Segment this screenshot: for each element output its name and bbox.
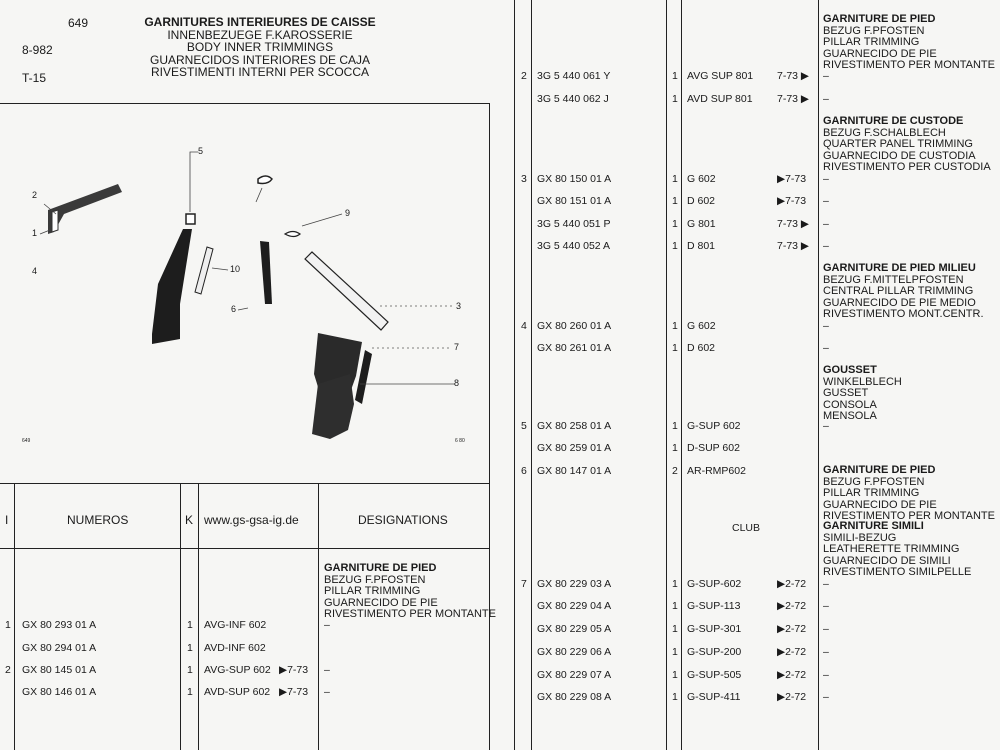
label-6: 6 bbox=[231, 304, 237, 314]
row-date: 7-73 ▶ bbox=[777, 93, 810, 105]
row-part-number: GX 80 259 01 A bbox=[537, 442, 612, 454]
row-date: ▶7-73 bbox=[279, 664, 309, 676]
right-border-1 bbox=[514, 0, 515, 750]
row-qty: 1 bbox=[672, 578, 678, 590]
page-number: 649 bbox=[68, 16, 89, 30]
header-title-fr: GARNITURES INTERIEURES DE CAISSE bbox=[144, 15, 376, 29]
row-date: ▶2-72 bbox=[777, 600, 807, 612]
row-model: D 602 bbox=[687, 195, 716, 207]
row-qty: 1 bbox=[187, 686, 193, 698]
col-divider-desig bbox=[318, 483, 319, 750]
desc-block-line: CONSOLA bbox=[823, 398, 877, 411]
part-5 bbox=[186, 214, 195, 224]
row-qty: 1 bbox=[187, 664, 193, 676]
row-part-number: GX 80 258 01 A bbox=[537, 420, 612, 432]
row-qty: 1 bbox=[672, 420, 678, 432]
table-header-bottom bbox=[0, 548, 490, 549]
right-col-item bbox=[531, 0, 532, 750]
row-qty: 1 bbox=[672, 600, 678, 612]
col-head-i: I bbox=[5, 513, 9, 527]
row-item-no: 5 bbox=[521, 420, 527, 432]
row-part-number: GX 80 260 01 A bbox=[537, 320, 612, 332]
part-2 bbox=[48, 184, 122, 234]
row-desc: – bbox=[823, 669, 829, 681]
desc-block-line: BEZUG F.MITTELPFOSTEN bbox=[823, 273, 964, 286]
row-part-number: GX 80 146 01 A bbox=[22, 686, 97, 698]
row-date: ▶2-72 bbox=[777, 578, 807, 590]
row-model: AVG SUP 801 bbox=[687, 70, 754, 82]
row-part-number: GX 80 261 01 A bbox=[537, 342, 612, 354]
diagram-svg bbox=[0, 104, 489, 482]
row-desc: – bbox=[823, 691, 829, 703]
header-title-it: RIVESTIMENTI INTERNI PER SCOCCA bbox=[150, 65, 370, 79]
row-qty: 1 bbox=[672, 342, 678, 354]
col-divider-k-left bbox=[180, 483, 181, 750]
left-desc-line: PILLAR TRIMMING bbox=[324, 585, 421, 597]
label-3: 3 bbox=[456, 301, 462, 311]
row-model: G-SUP-200 bbox=[687, 646, 742, 658]
right-col-desig bbox=[818, 0, 819, 750]
row-desc: – bbox=[823, 70, 829, 82]
row-qty: 1 bbox=[672, 669, 678, 681]
row-part-number: GX 80 147 01 A bbox=[537, 465, 612, 477]
row-desc: – bbox=[823, 320, 829, 332]
row-desc: – bbox=[823, 93, 829, 105]
desc-block-line: QUARTER PANEL TRIMMING bbox=[823, 138, 973, 150]
row-part-number: GX 80 229 05 A bbox=[537, 623, 612, 635]
row-desc: – bbox=[823, 578, 829, 590]
row-part-number: 3G 5 440 061 Y bbox=[537, 70, 611, 82]
parts-diagram bbox=[0, 104, 489, 482]
left-desc-title: GARNITURE DE PIED bbox=[324, 562, 437, 574]
row-model: D 602 bbox=[687, 342, 716, 354]
diagram-right-border bbox=[489, 103, 490, 483]
row-part-number: GX 80 229 04 A bbox=[537, 600, 612, 612]
row-model: G-SUP-505 bbox=[687, 669, 742, 681]
part-3 bbox=[305, 252, 388, 330]
desc-block-title: GARNITURE DE PIED bbox=[823, 464, 936, 476]
desc-block-line: CENTRAL PILLAR TRIMMING bbox=[823, 285, 974, 297]
clip-part bbox=[258, 176, 272, 184]
row-desc: – bbox=[324, 686, 330, 698]
row-item-no: 7 bbox=[521, 578, 527, 590]
row-part-number: GX 80 229 08 A bbox=[537, 691, 612, 703]
ref-code: 8-982 bbox=[22, 43, 53, 57]
row-item-no: 6 bbox=[521, 465, 527, 477]
right-col-qty-left bbox=[666, 0, 667, 750]
col-head-numeros: NUMEROS bbox=[67, 513, 129, 527]
desc-block-title: GOUSSET bbox=[823, 364, 877, 376]
row-item-no: 1 bbox=[5, 619, 11, 631]
row-model: AVD-INF 602 bbox=[204, 642, 266, 654]
desc-block bbox=[823, 521, 971, 579]
row-date: ▶7-73 bbox=[279, 686, 309, 698]
desc-block-title: GARNITURE DE PIED MILIEU bbox=[823, 262, 976, 274]
desc-block-title: GARNITURE SIMILI bbox=[823, 520, 924, 532]
part-9 bbox=[285, 232, 300, 237]
header-title-de: INNENBEZUEGE F.KAROSSERIE bbox=[167, 27, 353, 42]
part-10 bbox=[195, 247, 213, 294]
row-qty: 2 bbox=[672, 465, 678, 477]
row-part-number: 3G 5 440 051 P bbox=[537, 218, 611, 230]
row-qty: 1 bbox=[672, 93, 678, 105]
row-item-no: 4 bbox=[521, 320, 527, 332]
row-model: G-SUP-411 bbox=[687, 691, 741, 703]
label-9: 9 bbox=[345, 208, 351, 218]
row-part-number: GX 80 229 03 A bbox=[537, 578, 612, 590]
label-7: 7 bbox=[454, 342, 460, 352]
table-header-top bbox=[0, 483, 490, 484]
col-head-designations: DESIGNATIONS bbox=[358, 513, 448, 527]
row-model: AVD-SUP 602 bbox=[204, 686, 271, 698]
col-head-url: www.gs-gsa-ig.de bbox=[204, 513, 299, 527]
row-desc: – bbox=[823, 173, 829, 185]
desc-block-line: PILLAR TRIMMING bbox=[823, 487, 920, 499]
row-date: ▶7-73 bbox=[777, 195, 807, 207]
row-item-no: 2 bbox=[5, 664, 11, 676]
row-part-number: 3G 5 440 062 J bbox=[537, 93, 609, 105]
row-desc: – bbox=[823, 646, 829, 658]
row-date: 7-73 ▶ bbox=[777, 70, 810, 82]
row-desc: – bbox=[324, 664, 330, 676]
row-qty: 1 bbox=[187, 619, 193, 631]
row-model: G-SUP 602 bbox=[687, 420, 741, 432]
left-desc-line: GUARNECIDO DE PIE bbox=[324, 596, 438, 609]
row-model: AVG-INF 602 bbox=[204, 619, 267, 631]
desc-block-line: MENSOLA bbox=[823, 410, 877, 422]
row-qty: 1 bbox=[672, 623, 678, 635]
left-desc-block bbox=[324, 563, 496, 621]
row-part-number: GX 80 150 01 A bbox=[537, 173, 612, 185]
row-qty: 1 bbox=[672, 646, 678, 658]
row-part-number: GX 80 294 01 A bbox=[22, 642, 97, 654]
row-date: ▶2-72 bbox=[777, 623, 807, 635]
row-qty: 1 bbox=[672, 240, 678, 252]
col-divider-k-right bbox=[198, 483, 199, 750]
desc-block-line: BEZUG F.PFOSTEN bbox=[823, 24, 925, 37]
row-model: G 801 bbox=[687, 218, 716, 230]
row-date: ▶7-73 bbox=[777, 173, 807, 185]
row-qty: 1 bbox=[672, 70, 678, 82]
row-model: D 801 bbox=[687, 240, 716, 252]
header-titles bbox=[140, 16, 380, 79]
row-model: AVD SUP 801 bbox=[687, 93, 753, 105]
row-model: G-SUP-301 bbox=[687, 623, 742, 635]
desc-block-line: SIMILI-BEZUG bbox=[823, 531, 897, 544]
row-model: G 602 bbox=[687, 320, 716, 332]
desc-block-line: RIVESTIMENTO PER MONTANTE bbox=[823, 59, 995, 71]
desc-block bbox=[823, 116, 991, 174]
club-label: CLUB bbox=[732, 522, 761, 534]
row-item-no: 3 bbox=[521, 173, 527, 185]
row-qty: 1 bbox=[187, 642, 193, 654]
label-10: 10 bbox=[230, 264, 241, 274]
desc-block-line: RIVESTIMENTO MONT.CENTR. bbox=[823, 308, 984, 320]
row-date: ▶2-72 bbox=[777, 646, 807, 658]
desc-block-line: PILLAR TRIMMING bbox=[823, 36, 920, 48]
row-model: G-SUP-113 bbox=[687, 600, 741, 612]
row-qty: 1 bbox=[672, 173, 678, 185]
row-part-number: GX 80 229 07 A bbox=[537, 669, 612, 681]
label-5: 5 bbox=[198, 146, 204, 156]
desc-block-line: LEATHERETTE TRIMMING bbox=[823, 543, 960, 555]
row-part-number: 3G 5 440 052 A bbox=[537, 240, 610, 252]
row-date: 7-73 ▶ bbox=[777, 218, 810, 230]
desc-block-line: GUARNECIDO DE PIE bbox=[823, 498, 937, 511]
header-title-es: GUARNECIDOS INTERIORES DE CAJA bbox=[149, 52, 371, 67]
part-6 bbox=[260, 241, 272, 304]
row-model: AVG-SUP 602 bbox=[204, 664, 271, 676]
row-qty: 1 bbox=[672, 195, 678, 207]
desc-block-title: GARNITURE DE CUSTODE bbox=[823, 115, 964, 127]
row-desc: – bbox=[823, 623, 829, 635]
diagram-caption-left: 649 bbox=[22, 438, 31, 444]
desc-block bbox=[823, 263, 984, 321]
row-desc: – bbox=[324, 619, 330, 631]
desc-block-line: BEZUG F.SCHALBLECH bbox=[823, 126, 946, 139]
desc-block-line: RIVESTIMENTO PER CUSTODIA bbox=[823, 161, 991, 173]
ref-code-2: T-15 bbox=[22, 71, 47, 85]
part-1 bbox=[152, 229, 192, 344]
label-4: 4 bbox=[32, 266, 38, 276]
row-desc: – bbox=[823, 420, 829, 432]
left-desc-line: BEZUG F.PFOSTEN bbox=[324, 573, 426, 586]
desc-block-line: GUSSET bbox=[823, 387, 869, 399]
diagram-caption-right: 6 80 bbox=[455, 438, 465, 444]
row-model: AR-RMP602 bbox=[687, 465, 746, 477]
desc-block-line: WINKELBLECH bbox=[823, 375, 902, 388]
row-model: G-SUP-602 bbox=[687, 578, 742, 590]
row-desc: – bbox=[823, 218, 829, 230]
col-divider-i bbox=[14, 483, 15, 750]
label-2: 2 bbox=[32, 190, 38, 200]
row-date: ▶2-72 bbox=[777, 691, 807, 703]
right-col-qty-right bbox=[681, 0, 682, 750]
left-desc-line: RIVESTIMENTO PER MONTANTE bbox=[324, 608, 496, 620]
desc-block-line: GUARNECIDO DE SIMILI bbox=[823, 554, 951, 567]
row-model: G 602 bbox=[687, 173, 716, 185]
row-desc: – bbox=[823, 195, 829, 207]
desc-block bbox=[823, 14, 995, 72]
row-qty: 1 bbox=[672, 691, 678, 703]
row-part-number: GX 80 293 01 A bbox=[22, 619, 97, 631]
desc-block-line: RIVESTIMENTO SIMILPELLE bbox=[823, 566, 972, 578]
row-desc: – bbox=[823, 240, 829, 252]
desc-block-line: RIVESTIMENTO PER MONTANTE bbox=[823, 510, 995, 522]
row-date: ▶2-72 bbox=[777, 669, 807, 681]
desc-block bbox=[823, 465, 995, 523]
desc-block-title: GARNITURE DE PIED bbox=[823, 13, 936, 25]
header-title-en: BODY INNER TRIMMINGS bbox=[186, 40, 334, 54]
row-model: D-SUP 602 bbox=[687, 442, 740, 454]
row-part-number: GX 80 151 01 A bbox=[537, 195, 612, 207]
row-desc: – bbox=[823, 600, 829, 612]
row-part-number: GX 80 229 06 A bbox=[537, 646, 612, 658]
col-head-k: K bbox=[185, 513, 194, 527]
label-1: 1 bbox=[32, 228, 38, 238]
desc-block-line: GUARNECIDO DE PIE MEDIO bbox=[823, 296, 976, 309]
row-item-no: 2 bbox=[521, 70, 527, 82]
desc-block-line: GUARNECIDO DE PIE bbox=[823, 47, 937, 60]
desc-block-line: BEZUG F.PFOSTEN bbox=[823, 475, 925, 488]
row-qty: 1 bbox=[672, 218, 678, 230]
row-date: 7-73 ▶ bbox=[777, 240, 810, 252]
label-8: 8 bbox=[454, 378, 460, 388]
row-qty: 1 bbox=[672, 320, 678, 332]
desc-block-line: GUARNECIDO DE CUSTODIA bbox=[823, 149, 976, 162]
row-desc: – bbox=[823, 342, 829, 354]
row-qty: 1 bbox=[672, 442, 678, 454]
row-part-number: GX 80 145 01 A bbox=[22, 664, 97, 676]
desc-block bbox=[823, 365, 902, 423]
